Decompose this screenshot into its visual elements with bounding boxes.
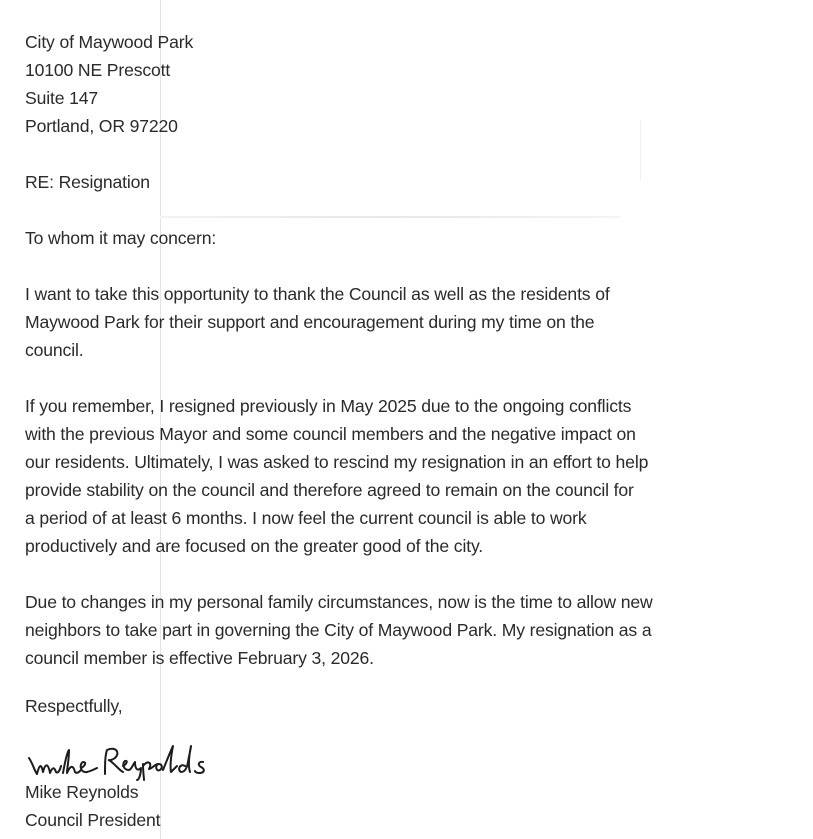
body-line: with the previous Mayor and some council members and the negative impact on (25, 424, 636, 444)
body-line: council. (25, 340, 84, 360)
body-line: Due to changes in my personal family circumstances, now is the time to allow new (25, 592, 653, 612)
body-line: provide stability on the council and therefore agreed to remain on the council for (25, 480, 634, 500)
address-line: 10100 NE Prescott (25, 60, 171, 80)
scan-artifact (640, 120, 641, 180)
address-line: Portland, OR 97220 (25, 116, 178, 136)
body-line: If you remember, I resigned previously in May 2025 due to the ongoing conflicts (25, 396, 632, 416)
handwritten-signature (25, 742, 235, 782)
address-line: City of Maywood Park (25, 32, 194, 52)
body-line: council member is effective February 3, 2026. (25, 648, 374, 668)
body-line: Maywood Park for their support and encouragement during my time on the (25, 312, 595, 332)
address-line: Suite 147 (25, 88, 98, 108)
closing: Respectfully, (25, 696, 123, 716)
signer-title: Council President (25, 810, 161, 830)
body-line: our residents. Ultimately, I was asked to rescind my resignation in an effort to help (25, 452, 649, 472)
body-line: I want to take this opportunity to thank the Council as well as the residents of (25, 284, 610, 304)
salutation: To whom it may concern: (25, 228, 217, 248)
body-line: productively and are focused on the greater good of the city. (25, 536, 484, 556)
scan-smudge (160, 216, 620, 218)
subject-line: RE: Resignation (25, 172, 150, 192)
body-line: neighbors to take part in governing the City of Maywood Park. My resignation as a (25, 620, 652, 640)
body-line: a period of at least 6 months. I now feel the current council is able to work (25, 508, 587, 528)
signer-name: Mike Reynolds (25, 782, 139, 802)
